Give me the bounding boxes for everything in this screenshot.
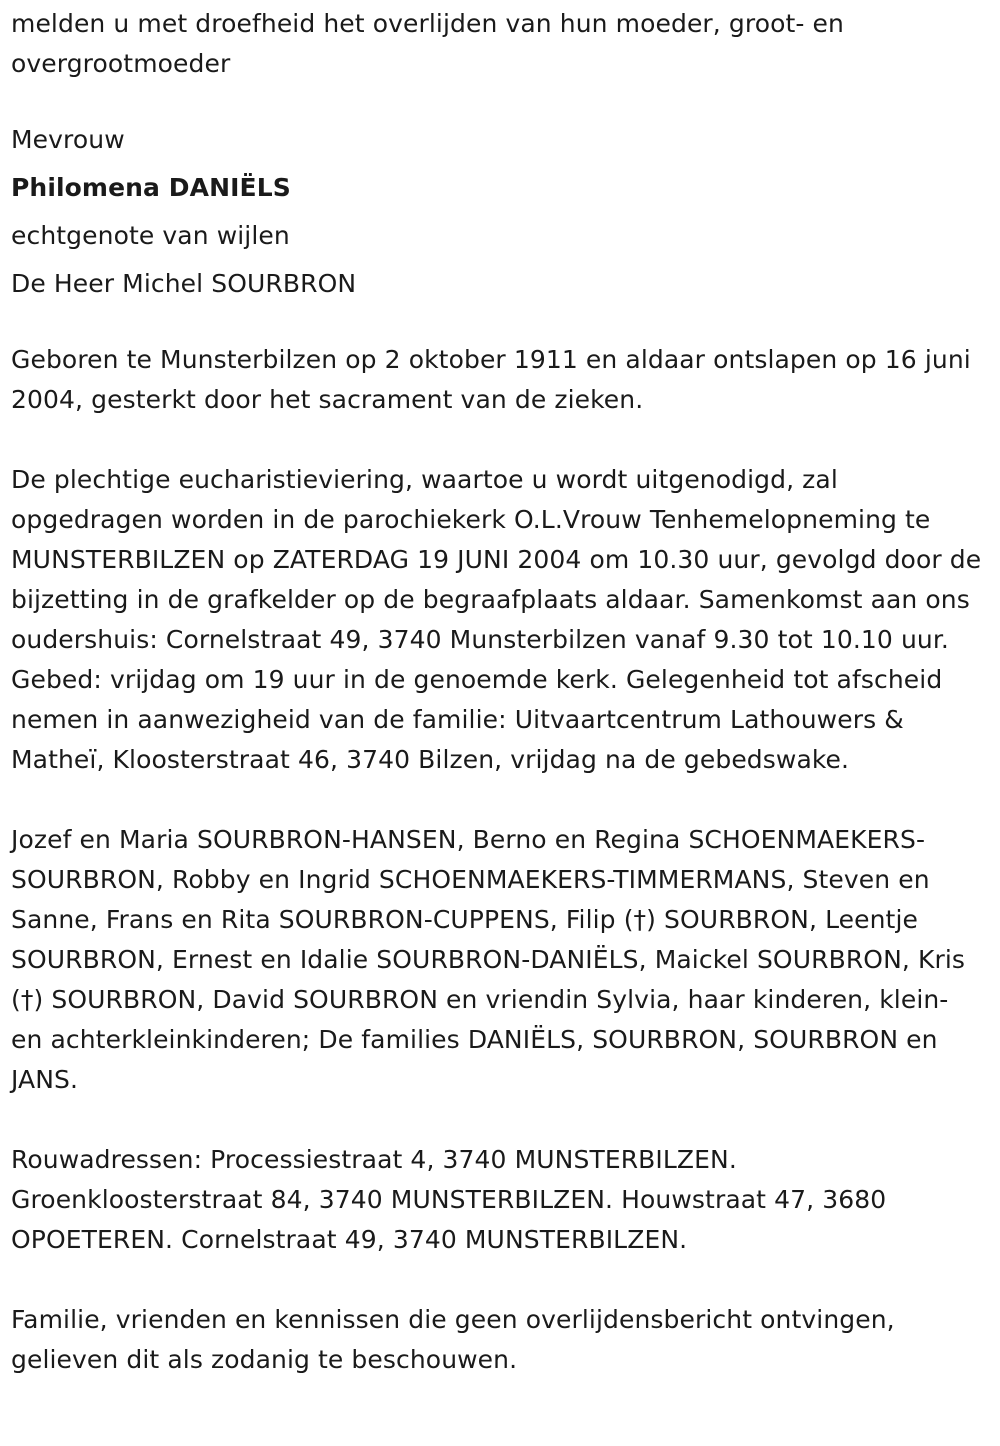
family-list: Jozef en Maria SOURBRON-HANSEN, Berno en Regina SCHOENMAEKERS-SOURBRON, Robby en Ingrid SCHOENMAEKERS-TIMMERMANS, Steven en Sanne, Frans en Rita SOURBRON-CUPPENS, Filip (†) SOURBRON, Leentje SOURBRON, Ernest en Idalie SOURBRON-DANIËLS, Maickel SOURBRON, Kris (†) SOURBRON, David SOURBRON en vriendin Sylvia, haar kinderen, klein- en achterkleinkinderen; De families DANIËLS, SOURBRON, SOURBRON en JANS. xyxy=(11,825,966,1094)
closing-text: Familie, vrienden en kennissen die geen overlijdensbericht ontvingen, gelieven dit als zodanig te beschouwen. xyxy=(11,1305,895,1374)
addresses-text: Rouwadressen: Processiestraat 4, 3740 MUNSTERBILZEN. Groenkloosterstraat 84, 3740 MUNSTERBILZEN. Houwstraat 47, 3680 OPOETEREN. Cornelstraat 49, 3740 MUNSTERBILZEN. xyxy=(11,1145,887,1254)
spouse-line: De Heer Michel SOURBRON xyxy=(11,269,357,298)
salutation: Mevrouw xyxy=(11,125,125,154)
intro-text: melden u met droefheid het overlijden van hun moeder, groot- en overgrootmoeder xyxy=(11,9,844,78)
relation-line: echtgenote van wijlen xyxy=(11,221,290,250)
death-notice xyxy=(11,4,986,1420)
ceremony-text: De plechtige eucharistieviering, waartoe u wordt uitgenodigd, zal opgedragen worden in de parochiekerk O.L.Vrouw Tenhemelopneming te MUNSTERBILZEN op ZATERDAG 19 JUNI 2004 om 10.30 uur, gevolgd door de bijzetting in de grafkelder op de begraafplaats aldaar. Samenkomst aan ons oudershuis: Cornelstraat 49, 3740 Munsterbilzen vanaf 9.30 tot 10.10 uur. Gebed: vrijdag om 19 uur in de genoemde kerk. Gelegenheid tot afscheid nemen in aanwezigheid van de familie: Uitvaartcentrum Lathouwers & Matheï, Kloosterstraat 46, 3740 Bilzen, vrijdag na de gebedswake. xyxy=(11,465,982,774)
birth-death-text: Geboren te Munsterbilzen op 2 oktober 1911 en aldaar ontslapen op 16 juni 2004, gesterkt door het sacrament van de zieken. xyxy=(11,345,971,414)
deceased-name: Philomena DANIËLS xyxy=(11,173,291,202)
